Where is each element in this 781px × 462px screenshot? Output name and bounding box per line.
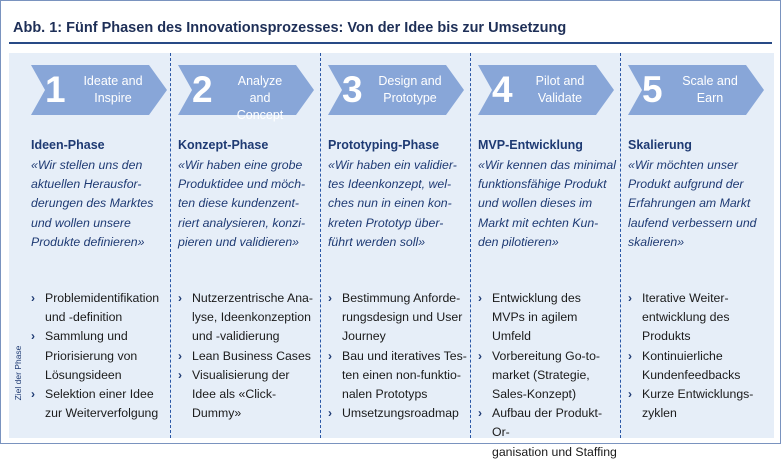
goal-text: Visualisierung der Idee als «Click- Dummy» — [192, 367, 290, 421]
goal-text: Vorbereitung Go-to- market (Strategie, Sales-Konzept) — [492, 348, 600, 402]
phase-chevron-1 — [31, 65, 167, 115]
goal-text: Sammlung und Priorisierung von Lösungsideen — [45, 329, 138, 382]
side-label-text: Ziel der Phase — [13, 345, 23, 401]
phase-number: 5 — [642, 69, 663, 110]
phase-chevron-label: Scale and Earn — [682, 74, 738, 105]
phase-goals-list — [328, 289, 468, 423]
list-item — [328, 289, 468, 347]
phase-name: Prototyping-Phase — [328, 138, 440, 152]
phase-quote: «Wir kennen das minimal funktionsfähige Produkt und wollen dieses im Markt mit echten Kun- den pilotieren» — [478, 158, 616, 249]
phase-quote: «Wir haben eine grobe Produktidee und möch- ten diese kundenzent- riert analysieren, konzi- pieren und validieren» — [178, 158, 306, 249]
chevron-right-icon: › — [628, 291, 632, 305]
phase-goals-list — [478, 289, 618, 462]
list-item — [628, 347, 768, 385]
goal-text: Umsetzungsroadmap — [342, 406, 459, 421]
phase-quote: «Wir möchten unser Produkt aufgrund der Erfahrungen am Markt laufend verbessern und skalieren» — [628, 158, 757, 249]
phase-goals-list — [31, 289, 171, 423]
phase-chevron-label: Ideate and Inspire — [83, 74, 143, 105]
list-item — [628, 385, 768, 423]
chevron-right-icon: › — [478, 406, 482, 421]
goal-text: Bestimmung Anforde- rungsdesign und User Journey — [342, 291, 463, 344]
phase-name: Ideen-Phase — [31, 138, 105, 152]
phase-goals-list — [628, 289, 768, 423]
list-item — [178, 366, 318, 424]
phase-chevron-3 — [328, 65, 464, 115]
goal-text: Entwicklung des MVPs in agilem Umfeld — [492, 291, 581, 344]
goal-text: Problemidentifikation und -definition — [45, 291, 160, 325]
chevron-right-icon: › — [328, 348, 332, 363]
goal-text: Lean Business Cases — [192, 348, 311, 363]
chevron-right-icon: › — [478, 291, 482, 305]
phase-chevron-label: Design and Prototype — [378, 74, 442, 105]
goal-text: Bau und iteratives Tes- ten einen non-funktio- nalen Prototyps — [342, 348, 467, 402]
chevron-right-icon: › — [31, 291, 35, 305]
figure-title: Abb. 1: Fünf Phasen des Innovationsprozesses: Von der Idee bis zur Umsetzung — [13, 20, 567, 36]
list-item — [478, 289, 618, 347]
phase-number: 4 — [492, 69, 513, 110]
chevron-right-icon: › — [628, 387, 632, 402]
goal-text: Selektion einer Idee zur Weiterverfolgung — [45, 387, 159, 421]
phase-number: 3 — [342, 69, 363, 110]
phase-chevron-label: Pilot and Validate — [535, 74, 585, 105]
chevron-right-icon: › — [628, 348, 632, 363]
title-rule — [9, 42, 772, 44]
goal-text: Kurze Entwicklungs- zyklen — [642, 387, 754, 421]
phase-number: 1 — [45, 69, 66, 110]
list-item — [478, 404, 618, 462]
phase-column-3 — [320, 53, 470, 438]
phase-column-4 — [470, 53, 620, 459]
list-item — [31, 327, 171, 385]
phase-goals-list — [178, 289, 318, 423]
chevron-right-icon: › — [328, 291, 332, 305]
phase-quote: «Wir stellen uns den aktuellen Herausfor- derungen des Marktes und wollen unsere Produkte definieren» — [31, 158, 154, 249]
list-item — [328, 347, 468, 405]
phase-name: Skalierung — [628, 138, 692, 152]
phase-chevron-5 — [628, 65, 764, 115]
phase-name: Konzept-Phase — [178, 138, 269, 152]
chevron-right-icon: › — [178, 348, 182, 363]
phase-column-5 — [620, 53, 774, 438]
list-item — [328, 404, 468, 423]
goal-text: Aufbau der Produkt-Or- ganisation und Staffing — [492, 406, 617, 459]
goal-text: Iterative Weiter- entwicklung des Produkts — [642, 291, 730, 344]
phase-column-1 — [23, 53, 170, 438]
chevron-right-icon: › — [31, 329, 35, 344]
chevron-right-icon: › — [328, 406, 332, 421]
list-item — [478, 347, 618, 405]
goal-text: Nutzerzentrische Ana- lyse, Ideenkonzeption und -validierung — [192, 291, 313, 344]
list-item — [178, 289, 318, 347]
phase-name: MVP-Entwicklung — [478, 138, 583, 152]
phase-chevron-2 — [178, 65, 314, 122]
chevron-right-icon: › — [31, 387, 35, 402]
phase-column-2 — [170, 53, 320, 438]
phases-panel — [9, 53, 774, 459]
list-item — [31, 289, 171, 327]
phase-chevron-4 — [478, 65, 614, 115]
phase-number: 2 — [192, 69, 213, 110]
chevron-right-icon: › — [178, 367, 182, 382]
goal-text: Kontinuierliche Kundenfeedbacks — [642, 348, 741, 382]
phase-quote: «Wir haben ein validier- tes Ideenkonzept, wel- ches nun in einen kon- kreten Prototyp über- führt werden soll» — [328, 158, 457, 249]
chevron-right-icon: › — [178, 291, 182, 305]
list-item — [31, 385, 171, 423]
list-item — [178, 347, 318, 366]
list-item — [628, 289, 768, 347]
chevron-right-icon: › — [478, 348, 482, 363]
phase-chevron-label: Analyze and Concept — [236, 74, 284, 122]
